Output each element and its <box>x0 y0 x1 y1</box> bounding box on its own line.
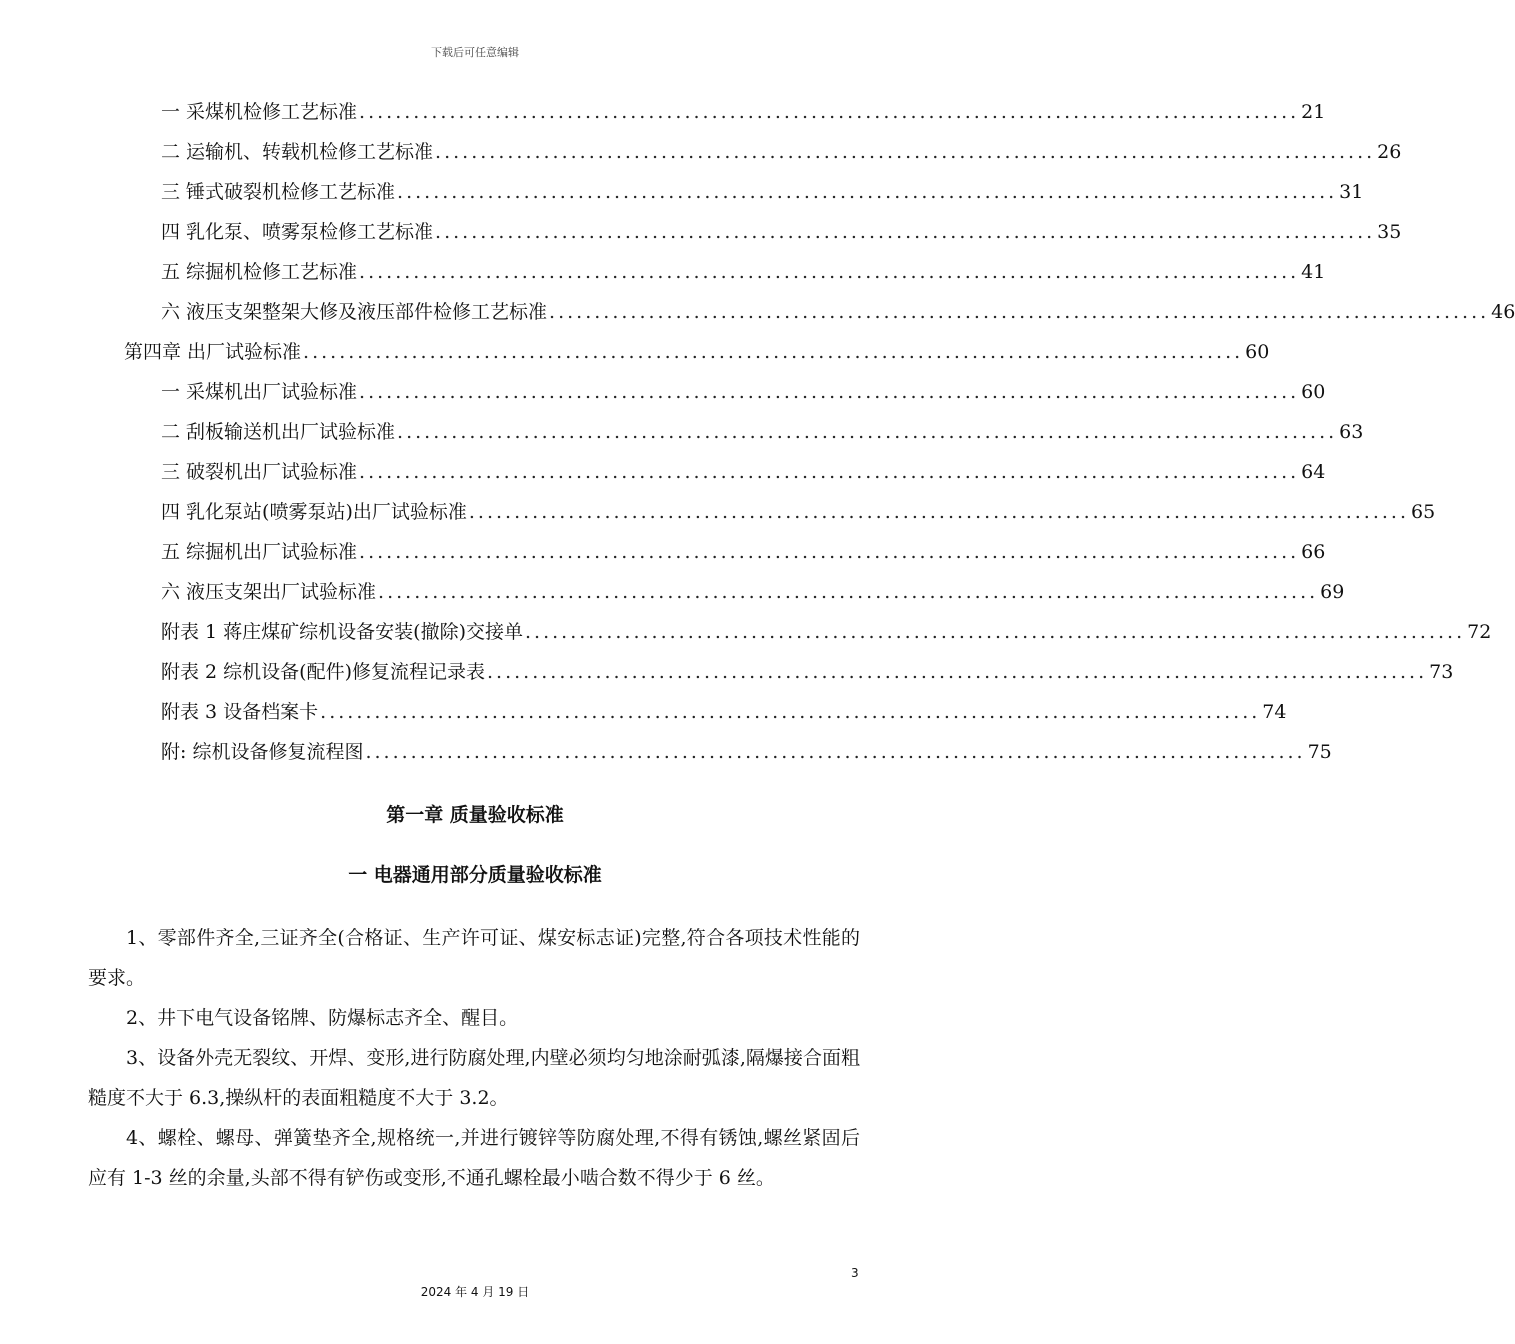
toc-entry-page: 69 <box>1320 581 1345 603</box>
toc-entry-page: 73 <box>1429 661 1454 683</box>
paragraph: 1、零部件齐全,三证齐全(合格证、生产许可证、煤安标志证)完整,符合各项技术性能的要求。 <box>88 927 860 989</box>
toc-entry-page: 66 <box>1301 541 1326 563</box>
toc-entry <box>161 532 1326 572</box>
page-footer-date: 2024 年 4 月 19 日 <box>420 1285 530 1299</box>
toc-entry-page: 75 <box>1307 741 1332 763</box>
toc-leader-dots: ........................................................................................................ <box>359 381 1300 403</box>
toc-entry-page: 60 <box>1245 341 1270 363</box>
toc-entry-page: 26 <box>1377 141 1402 163</box>
toc-leader-dots: ........................................................................................................ <box>435 221 1376 243</box>
toc-leader-dots: ........................................................................................................ <box>320 701 1261 723</box>
toc-leader-dots: ........................................................................................................ <box>525 621 1466 643</box>
toc-entry <box>161 692 1287 732</box>
toc-entry-title: 六 液压支架出厂试验标准 <box>161 581 377 603</box>
toc-entry <box>161 572 1345 612</box>
toc-entry-page: 63 <box>1339 421 1364 443</box>
toc-entry-page: 35 <box>1377 221 1402 243</box>
toc-entry-title: 附表 3 设备档案卡 <box>161 701 319 723</box>
page-number: 3 <box>851 1266 859 1280</box>
toc-entry <box>161 412 1364 452</box>
toc-entry-title: 六 液压支架整架大修及液压部件检修工艺标准 <box>161 301 548 323</box>
toc-entry-page: 41 <box>1301 261 1326 283</box>
toc-entry <box>161 292 1515 332</box>
toc-leader-dots: ........................................................................................................ <box>487 661 1428 683</box>
toc-entry-page: 64 <box>1301 461 1326 483</box>
toc-leader-dots: ........................................................................................................ <box>378 581 1319 603</box>
toc-entry-page: 74 <box>1262 701 1287 723</box>
toc-entry-title: 附表 2 综机设备(配件)修复流程记录表 <box>161 661 485 683</box>
toc-entry <box>161 372 1326 412</box>
paragraph: 4、螺栓、螺母、弹簧垫齐全,规格统一,并进行镀锌等防腐处理,不得有锈蚀,螺丝紧固后应有 1-3 丝的余量,头部不得有铲伤或变形,不通孔螺栓最小啮合数不得少于 6 丝。 <box>88 1127 860 1189</box>
toc-chapter-entry <box>124 332 1270 372</box>
toc-entry-title: 第四章 出厂试验标准 <box>124 341 302 363</box>
toc-entry <box>161 452 1326 492</box>
toc-entry <box>161 252 1326 292</box>
toc-leader-dots: ........................................................................................................ <box>365 741 1306 763</box>
toc-leader-dots: ........................................................................................................ <box>303 341 1244 363</box>
chapter-heading: 第一章 质量验收标准 <box>386 804 564 826</box>
toc-entry-title: 四 乳化泵、喷雾泵检修工艺标准 <box>161 221 434 243</box>
toc-entry-page: 21 <box>1301 101 1326 123</box>
section-heading: 一 电器通用部分质量验收标准 <box>348 864 602 886</box>
toc-entry-title: 一 采煤机出厂试验标准 <box>161 381 358 403</box>
toc-entry <box>161 492 1436 532</box>
toc-entry-page: 31 <box>1339 181 1364 203</box>
toc-entry-title: 一 采煤机检修工艺标准 <box>161 101 358 123</box>
toc-entry-page: 65 <box>1411 501 1436 523</box>
toc-leader-dots: ........................................................................................................ <box>359 261 1300 283</box>
paragraph: 3、设备外壳无裂纹、开焊、变形,进行防腐处理,内壁必须均匀地涂耐弧漆,隔爆接合面粗糙度不大于 6.3,操纵杆的表面粗糙度不大于 3.2。 <box>88 1047 860 1109</box>
toc-entry-page: 60 <box>1301 381 1326 403</box>
body-text <box>88 918 860 1198</box>
toc-entry-title: 附: 综机设备修复流程图 <box>161 741 364 763</box>
toc-entry <box>161 92 1326 132</box>
toc-entry <box>161 212 1402 252</box>
toc-leader-dots: ........................................................................................................ <box>435 141 1376 163</box>
toc-leader-dots: ........................................................................................................ <box>397 181 1338 203</box>
toc-entry-title: 二 刮板输送机出厂试验标准 <box>161 421 396 443</box>
toc-leader-dots: ........................................................................................................ <box>549 301 1490 323</box>
toc-entry <box>161 172 1364 212</box>
toc-entry-page: 72 <box>1467 621 1492 643</box>
toc-entry-title: 附表 1 蒋庄煤矿综机设备安装(撤除)交接单 <box>161 621 523 643</box>
toc-leader-dots: ........................................................................................................ <box>468 501 1409 523</box>
toc-leader-dots: ........................................................................................................ <box>359 101 1300 123</box>
paragraph: 2、井下电气设备铭牌、防爆标志齐全、醒目。 <box>126 1007 519 1029</box>
toc-entry-title: 三 破裂机出厂试验标准 <box>161 461 358 483</box>
toc-leader-dots: ........................................................................................................ <box>359 541 1300 563</box>
toc-entry-title: 五 综掘机出厂试验标准 <box>161 541 358 563</box>
toc-leader-dots: ........................................................................................................ <box>359 461 1300 483</box>
toc-entry-title: 四 乳化泵站(喷雾泵站)出厂试验标准 <box>161 501 467 523</box>
page-header: 下载后可任意编辑 <box>431 46 519 59</box>
toc-entry <box>161 132 1402 172</box>
toc-entry <box>161 732 1332 772</box>
toc-entry-title: 三 锤式破裂机检修工艺标准 <box>161 181 396 203</box>
toc-entry-page: 46 <box>1491 301 1515 323</box>
toc-entry-title: 二 运输机、转载机检修工艺标准 <box>161 141 434 163</box>
toc-entry-title: 五 综掘机检修工艺标准 <box>161 261 358 283</box>
toc-leader-dots: ........................................................................................................ <box>397 421 1338 443</box>
toc-entry <box>161 612 1492 652</box>
toc-entry <box>161 652 1454 692</box>
